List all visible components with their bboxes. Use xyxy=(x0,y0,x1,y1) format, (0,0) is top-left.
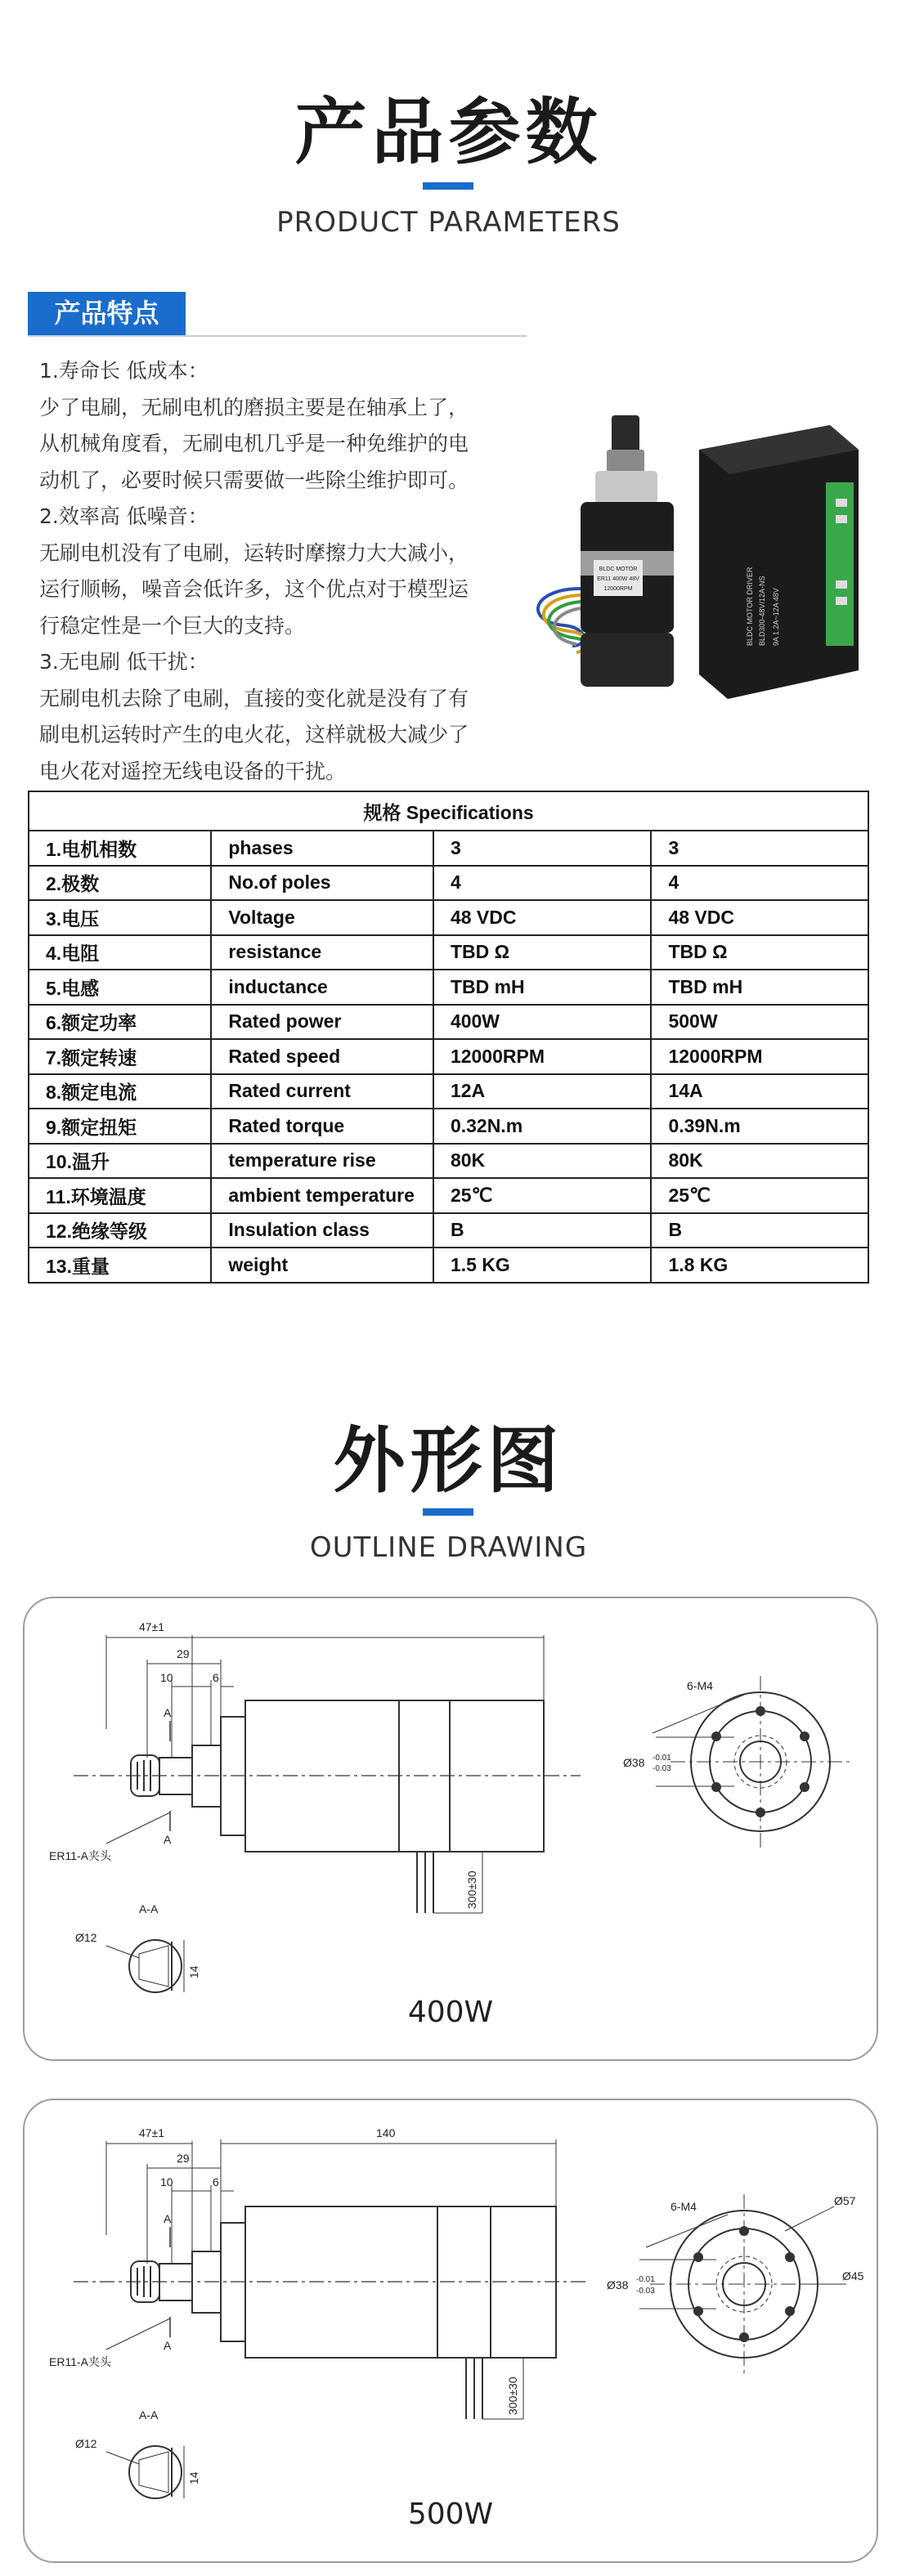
holes-label: 6-M4 xyxy=(687,1679,713,1692)
spec-cell-en: Rated torque xyxy=(211,1109,433,1144)
feature-line: 3.无电刷 低干扰： xyxy=(39,650,209,674)
spec-cell-500w: B xyxy=(651,1213,868,1248)
dim-10: 10 xyxy=(160,2175,173,2188)
outline-drawing-400w xyxy=(25,1598,877,2059)
spec-cell-500w: 80K xyxy=(651,1144,868,1179)
collet-label: ER11-A夹头 xyxy=(49,2355,111,2368)
spec-table-row xyxy=(29,831,868,866)
spec-cell-en: inductance xyxy=(211,970,433,1005)
spec-cell-cn: 10.温升 xyxy=(29,1144,211,1179)
title-underline xyxy=(423,182,473,190)
dim-45: Ø45 xyxy=(842,2269,864,2283)
spec-cell-400w: 48 VDC xyxy=(433,900,652,935)
spec-cell-en: resistance xyxy=(211,935,433,970)
spec-table-row xyxy=(29,1248,868,1283)
section-mark-a: A xyxy=(164,1833,172,1846)
spec-cell-en: Voltage xyxy=(211,900,433,935)
dim-38-tol-lower: -0.03 xyxy=(653,1764,671,1773)
feature-line: 无刷电机没有了电刷，运转时摩擦力大大减小， xyxy=(39,540,469,565)
spec-cell-cn: 4.电阻 xyxy=(29,935,211,970)
dim-29: 29 xyxy=(177,2152,190,2165)
spec-table-header: 规格 Specifications xyxy=(29,791,868,831)
spec-cell-cn: 2.极数 xyxy=(29,866,211,901)
spec-table-row xyxy=(29,1213,868,1248)
dim-12: Ø12 xyxy=(75,1931,97,1944)
subtitle-outline: OUTLINE DRAWING xyxy=(309,1531,588,1564)
spec-cell-400w: 400W xyxy=(433,1005,652,1040)
feature-line: 动机了，必要时候只需要做一些除尘维护即可。 xyxy=(39,468,469,492)
page-title-outline: 外形图 xyxy=(333,1418,564,1503)
feature-line: 刷电机运转时产生的电火花，这样就极大减少了 xyxy=(39,723,469,746)
subtitle-parameters: PRODUCT PARAMETERS xyxy=(276,206,621,239)
dim-38-tol-upper: -0.01 xyxy=(653,1754,671,1763)
dim-57: Ø57 xyxy=(834,2194,856,2207)
spec-cell-en: phases xyxy=(211,831,433,866)
motor-label-line: BLDC MOTOR xyxy=(599,567,638,572)
spec-table-row xyxy=(29,866,868,901)
feature-line: 2.效率高 低噪音： xyxy=(39,504,209,528)
spec-cell-cn: 3.电压 xyxy=(29,900,211,935)
spec-cell-cn: 13.重量 xyxy=(29,1248,211,1283)
features-divider xyxy=(28,335,527,337)
drawing-card-400w xyxy=(23,1597,878,2061)
title-underline xyxy=(423,1508,473,1516)
spec-cell-400w: 0.32N.m xyxy=(433,1109,652,1144)
feature-line: 行稳定性是一个巨大的支持。 xyxy=(39,613,306,638)
spec-cell-500w: 3 xyxy=(651,831,868,866)
dim-10: 10 xyxy=(160,1671,173,1684)
spec-cell-400w: B xyxy=(433,1213,652,1248)
drawing-card-500w xyxy=(23,2099,878,2563)
outline-drawing-500w xyxy=(25,2100,877,2561)
spec-cell-400w: 1.5 KG xyxy=(433,1248,652,1283)
spec-cell-400w: 12A xyxy=(433,1074,652,1109)
dim-14: 14 xyxy=(187,2471,200,2484)
dim-14: 14 xyxy=(187,1965,200,1978)
cable-length: 300±30 xyxy=(465,1870,478,1909)
motor-label-line: ER11 400W 48V xyxy=(597,576,639,582)
spec-table-header-row xyxy=(29,791,868,831)
spec-cell-400w: 80K xyxy=(433,1144,652,1179)
feature-line: 无刷电机去除了电刷，直接的变化就是没有了有 xyxy=(39,686,469,710)
spec-cell-en: Rated current xyxy=(211,1074,433,1109)
spec-cell-en: weight xyxy=(211,1248,433,1283)
feature-line: 电火花对遥控无线电设备的干扰。 xyxy=(39,759,347,783)
spec-cell-cn: 7.额定转速 xyxy=(29,1039,211,1074)
dim-29: 29 xyxy=(177,1647,190,1660)
spec-cell-cn: 8.额定电流 xyxy=(29,1074,211,1109)
spec-cell-500w: 48 VDC xyxy=(651,900,868,935)
spec-cell-cn: 9.额定扭矩 xyxy=(29,1109,211,1144)
spec-cell-en: Rated speed xyxy=(211,1039,433,1074)
drawing-label-500w: 500W xyxy=(407,2498,494,2531)
feature-line: 从机械角度看，无刷电机几乎是一种免维护的电 xyxy=(39,432,469,455)
feature-line: 运行顺畅，噪音会低许多，这个优点对于模型运 xyxy=(39,577,469,601)
spec-cell-cn: 11.环境温度 xyxy=(29,1178,211,1213)
section-label: A-A xyxy=(139,2408,159,2421)
spec-cell-500w: TBD mH xyxy=(651,970,868,1005)
spec-cell-500w: 1.8 KG xyxy=(651,1248,868,1283)
feature-line: 少了电刷，无刷电机的磨损主要是在轴承上了， xyxy=(39,395,469,419)
dim-38: Ø38 xyxy=(623,1756,645,1769)
spec-table-row xyxy=(29,1039,868,1074)
spec-table-row xyxy=(29,1178,868,1213)
dim-38: Ø38 xyxy=(607,2278,629,2292)
spec-cell-500w: 500W xyxy=(651,1005,868,1040)
spec-cell-en: Insulation class xyxy=(211,1213,433,1248)
spec-cell-400w: 3 xyxy=(433,831,652,866)
spec-table-row xyxy=(29,900,868,935)
spec-cell-500w: 25℃ xyxy=(651,1178,868,1213)
spec-cell-500w: TBD Ω xyxy=(651,935,868,970)
motor-driver-icon xyxy=(699,425,859,699)
motor-label-line: 12000RPM xyxy=(603,586,633,592)
spec-cell-cn: 6.额定功率 xyxy=(29,1005,211,1040)
driver-label-line: 9A 1.2A~12A 48V xyxy=(772,588,780,646)
spindle-motor-icon xyxy=(581,415,674,687)
spec-cell-en: temperature rise xyxy=(211,1144,433,1179)
collet-label: ER11-A夹头 xyxy=(49,1849,111,1862)
section-mark-a: A xyxy=(164,2212,172,2225)
spec-table-row xyxy=(29,1005,868,1040)
cable-length: 300±30 xyxy=(506,2377,519,2415)
holes-label: 6-M4 xyxy=(671,2200,697,2213)
dim-38-tol-lower: -0.03 xyxy=(636,2287,655,2296)
spec-cell-400w: 12000RPM xyxy=(433,1039,652,1074)
spec-cell-en: ambient temperature xyxy=(211,1178,433,1213)
spec-cell-500w: 0.39N.m xyxy=(651,1109,868,1144)
page-title-parameters: 产品参数 xyxy=(294,90,603,174)
spec-table-row xyxy=(29,1074,868,1109)
spec-cell-400w: 4 xyxy=(433,866,652,901)
dim-38-tol-upper: -0.01 xyxy=(636,2275,655,2284)
spec-cell-cn: 12.绝缘等级 xyxy=(29,1213,211,1248)
dim-6: 6 xyxy=(213,2175,219,2188)
spec-cell-400w: 25℃ xyxy=(433,1178,652,1213)
dim-12: Ø12 xyxy=(75,2437,97,2450)
product-image xyxy=(515,401,875,736)
spec-cell-400w: TBD Ω xyxy=(433,935,652,970)
spec-cell-500w: 4 xyxy=(651,866,868,901)
spec-cell-en: No.of poles xyxy=(211,866,433,901)
spec-cell-400w: TBD mH xyxy=(433,970,652,1005)
spec-cell-500w: 14A xyxy=(651,1074,868,1109)
spec-cell-cn: 5.电感 xyxy=(29,970,211,1005)
spec-table-row xyxy=(29,970,868,1005)
feature-line: 1.寿命长 低成本： xyxy=(39,359,209,383)
dim-140: 140 xyxy=(376,2126,396,2139)
driver-label-line: BLD300-48V/12A-NS xyxy=(758,576,766,646)
features-tag: 产品特点 xyxy=(28,292,186,335)
spec-table-row xyxy=(29,1109,868,1144)
section-mark-a: A xyxy=(164,1706,172,1719)
driver-label-line: BLDC MOTOR DRIVER xyxy=(746,567,754,646)
dim-47: 47±1 xyxy=(139,1620,165,1633)
spec-cell-cn: 1.电机相数 xyxy=(29,831,211,866)
features-text xyxy=(39,353,530,790)
spec-table-row xyxy=(29,935,868,970)
section-label: A-A xyxy=(139,1902,159,1915)
section-mark-a: A xyxy=(164,2339,172,2352)
drawing-label-400w: 400W xyxy=(407,1996,494,2029)
dim-6: 6 xyxy=(213,1671,219,1684)
spec-cell-en: Rated power xyxy=(211,1005,433,1040)
spec-table-row xyxy=(29,1144,868,1179)
spec-table xyxy=(28,791,869,1284)
spec-cell-500w: 12000RPM xyxy=(651,1039,868,1074)
dim-47: 47±1 xyxy=(139,2126,165,2139)
